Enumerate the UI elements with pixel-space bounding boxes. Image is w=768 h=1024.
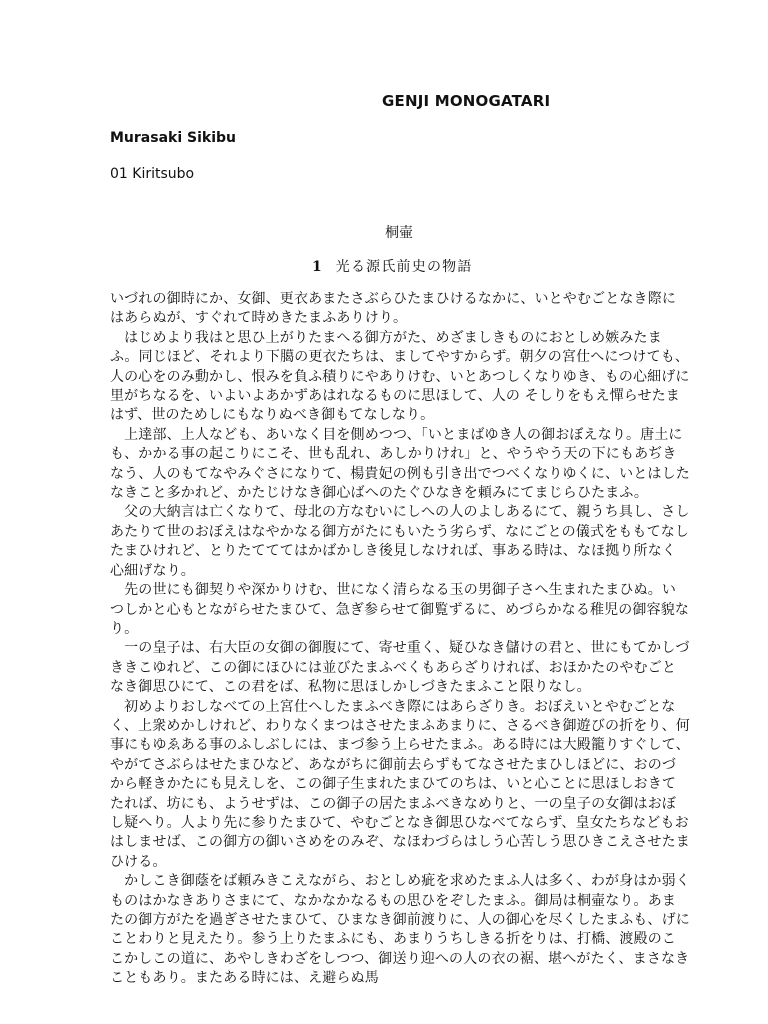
chapter-code: 01 Kiritsubo — [110, 166, 195, 182]
paragraph: はじめより我はと思ひ上がりたまへる御方がた、めざましきものにおとしめ嫉みたまふ。同じほど、それより下臈の更衣たちは、ましてやすからず。朝夕の宮仕へにつけても、人の心をのみ動かし、恨みを負ふ積りにやありけむ、いとあつしくなりゆき、もの心細げに里がちなるを、いよいよあかずあはれなるものに思ほして、人の そしりをもえ憚らせたまはず、世のためしにもなりぬべき御もてなしなり。 — [110, 329, 690, 424]
author-name: Murasaki Sikibu — [110, 130, 236, 146]
section-heading — [312, 256, 473, 276]
paragraph: 父の大納言は亡くなりて、母北の方なむいにしへの人のよしあるにて、親うち具し、さしあたりて世のおぼえはなやかなる御方がたにもいたう劣らず、なにごとの儀式をももてなしたまひけれど、とりたてててはかばかしき後見しなければ、事ある時は、なほ拠り所なく心細げなり。 — [110, 504, 690, 579]
section-number: 1 — [312, 259, 322, 275]
paragraph: 一の皇子は、右大臣の女御の御腹にて、寄せ重く、疑ひなき儲けの君と、世にもてかしづききこゆれど、この御にほひには並びたまふべくもあらざりければ、おほかたのやむごとなき御思ひにて、この君をば、私物に思ほしかしづきたまふこと限りなし。 — [110, 640, 690, 696]
body-text — [110, 290, 690, 989]
paragraph: いづれの御時にか、女御、更衣あまたさぶらひたまひけるなかに、いとやむごとなき際にはあらぬが、すぐれて時めきたまふありけり。 — [110, 291, 676, 327]
paragraph: かしこき御蔭をば頼みきこえながら、おとしめ疵を求めたまふ人は多く、わが身はか弱くものはかなきありさまにて、なかなかなるもの思ひをぞしたまふ。御局は桐壷なり。あまたの御方がたを過ぎさせたまひて、ひまなき御前渡りに、人の御心を尽くしたまふも、げにことわりと見えたり。参う上りたまふにも、あまりうちしきる折をりは、打橋、渡殿のここかしこの道に、あやしきわざをしつつ、御送り迎への人の衣の裾、堪へがたく、まさなきこともあり。またある時には、え避らぬ馬 — [110, 873, 690, 987]
document-title: GENJI MONOGATARI — [382, 92, 551, 110]
paragraph: 初めよりおしなべての上宮仕へしたまふべき際にはあらざりき。おぼえいとやむごとなく、上衆めかしけれど、わりなくまつはさせたまふあまりに、さるべき御遊びの折をり、何事にもゆゑある事のふしぶしには、まづ参う上らせたまふ。ある時には大殿籠りすぐして、やがてさぶらはせたまひなど、あながちに御前去らずもてなさせたまひしほどに、おのづから軽きかたにも見えしを、この御子生まれたまひてのちは、いと心ことに思ほしおきてたれば、坊にも、ようせずは、この御子の居たまふべきなめりと、一の皇子の女御はおぼし疑へり。人より先に参りたまひて、やむごとなき御思ひなべてならず、皇女たちなどもおはしませば、この御方の御いさめをのみぞ、なほわづらはしう心苦しう思ひきこえさせたまひける。 — [110, 698, 690, 870]
section-title: 光る源氏前史の物語 — [335, 259, 473, 275]
paragraph: 上達部、上人なども、あいなく目を側めつつ、「いとまばゆき人の御おぼえなり。唐土にも、かかる事の起こりにこそ、世も乱れ、あしかりけれ」と、やうやう天の下にもあぢきなう、人のもてなやみぐさになりて、楊貴妃の例も引き出でつべくなりゆくに、いとはしたなきこと多かれど、かたじけなき御心ばへのたぐひなきを頼みにてまじらひたまふ。 — [110, 426, 690, 502]
paragraph: 先の世にも御契りや深かりけむ、世になく清らなる玉の男御子さへ生まれたまひぬ。いつしかと心もとながらせたまひて、急ぎ参らせて御覧ずるに、めづらかなる稚児の御容貌なり。 — [110, 582, 690, 637]
chapter-name: 桐壷 — [385, 225, 413, 241]
